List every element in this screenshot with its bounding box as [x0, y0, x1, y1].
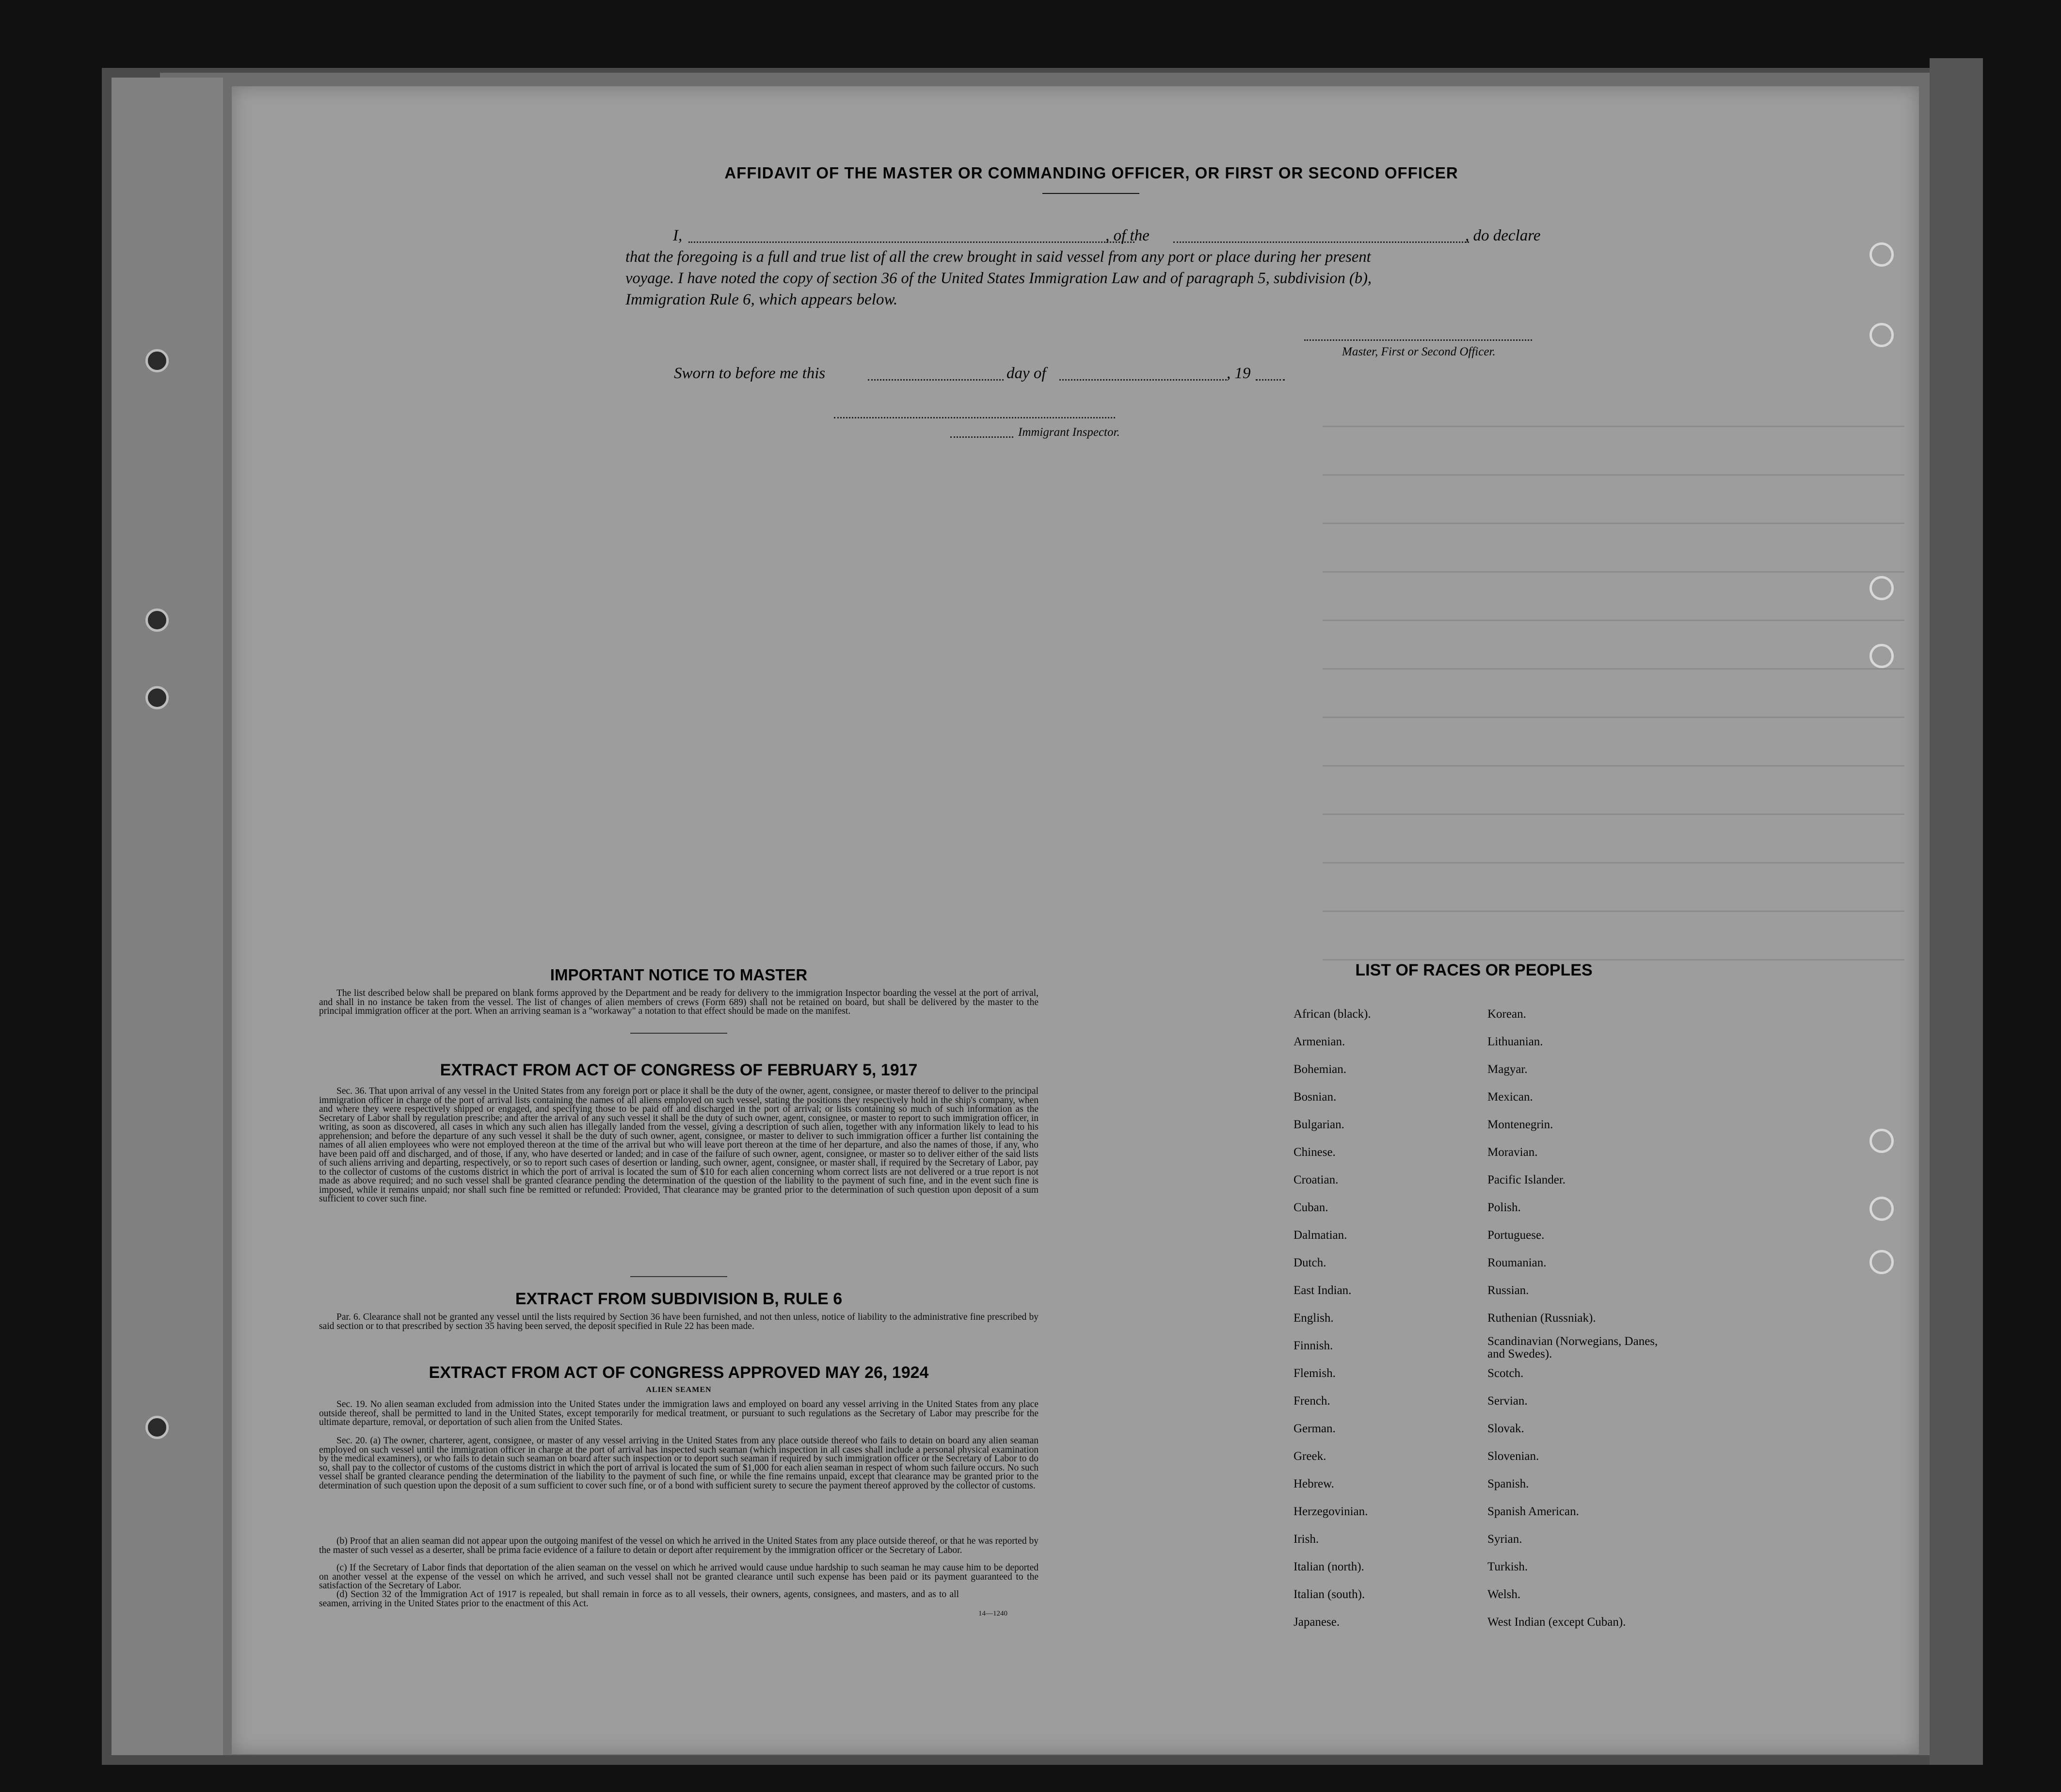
- race-item: German.: [1294, 1422, 1336, 1435]
- race-item: Irish.: [1294, 1533, 1319, 1546]
- section-rule: [630, 1033, 727, 1034]
- race-item: Portuguese.: [1487, 1229, 1545, 1242]
- affidavit-declare: , do declare: [1465, 227, 1541, 244]
- name-blank: [688, 241, 1134, 243]
- binder-hole-icon: [145, 686, 169, 709]
- sworn-year-blank: [1256, 379, 1285, 381]
- bleed-through-line: [1323, 571, 1904, 573]
- race-item: Cuban.: [1294, 1201, 1328, 1214]
- bleed-through-line: [1323, 814, 1904, 815]
- race-item: Chinese.: [1294, 1146, 1336, 1159]
- race-item: Finnish.: [1294, 1339, 1333, 1352]
- race-item: Flemish.: [1294, 1367, 1336, 1380]
- act1924-subtitle: ALIEN SEAMEN: [646, 1386, 712, 1394]
- vessel-blank: [1173, 241, 1469, 243]
- race-item: Spanish.: [1487, 1477, 1529, 1490]
- race-item: Bulgarian.: [1294, 1118, 1344, 1131]
- act1924-sec20a: Sec. 20. (a) The owner, charterer, agent, consignee, or master of any vessel arriving in the United States from any place outside thereof who fails to detain on board any alien seaman employed on such vessel until the immigration officer in charge at the port of arrival has inspected such seaman (which inspection in all cases shall include a personal physical examination by the medical examiners), or who fails to detain such seaman on board after such inspection or to deport such seaman if required by such immigration officer or the Secretary of Labor to do so, shall pay to the collector of customs of the customs district in which the port of arrival is located the sum of $1,000 for each alien seaman in respect of whom such failure occurs. No such vessel shall be granted clearance pending the determination of the liability to the payment of such fine, or while the fine remains unpaid, except that clearance may be granted prior to the determination of such question upon the deposit of a sum sufficient to cover such fine, or of a bond with sufficient surety to secure the payment thereof approved by the collector of customs.: [319, 1436, 1038, 1491]
- race-item: Pacific Islander.: [1487, 1173, 1566, 1186]
- race-item: Moravian.: [1487, 1146, 1538, 1159]
- inspector-blank-short: [950, 436, 1013, 438]
- race-item: West Indian (except Cuban).: [1487, 1616, 1626, 1629]
- race-item: Montenegrin.: [1487, 1118, 1553, 1131]
- notice-title: IMPORTANT NOTICE TO MASTER: [550, 966, 808, 984]
- title-rule: [1042, 193, 1139, 194]
- race-item: Turkish.: [1487, 1560, 1528, 1573]
- left-margin-strip: [112, 78, 223, 1755]
- bleed-through-line: [1323, 426, 1904, 427]
- race-item: Welsh.: [1487, 1588, 1521, 1601]
- bleed-through-line: [1323, 959, 1904, 960]
- race-item: Russian.: [1487, 1284, 1529, 1297]
- ring-mark-icon: [1869, 644, 1894, 668]
- race-item: Italian (north).: [1294, 1560, 1364, 1573]
- notice-text: The list described below shall be prepared on blank forms approved by the Department and be ready for delivery to the immigration Inspector boarding the vessel at the port of arrival, and shall in no instance be taken from the vessel. The list of changes of alien members of crews (Form 689) shall not be retained on board, but shall be delivered by the master to the principal immigration officer at the port. When an arriving seaman is a "workaway" a notation to that effect should be made on the manifest.: [319, 988, 1038, 1016]
- section-rule: [630, 1276, 727, 1277]
- race-item: African (black).: [1294, 1008, 1371, 1021]
- race-item: Armenian.: [1294, 1035, 1345, 1048]
- binder-hole-icon: [145, 608, 169, 632]
- race-item: Servian.: [1487, 1394, 1528, 1408]
- race-item: Slovak.: [1487, 1422, 1524, 1435]
- affidavit-of-the: , of the: [1105, 227, 1150, 244]
- ring-mark-icon: [1869, 1250, 1894, 1274]
- signature-label: Master, First or Second Officer.: [1342, 345, 1496, 358]
- race-item: Dalmatian.: [1294, 1229, 1347, 1242]
- race-item: English.: [1294, 1312, 1334, 1325]
- affidavit-title: AFFIDAVIT OF THE MASTER OR COMMANDING OFFICER, OR FIRST OR SECOND OFFICER: [724, 164, 1458, 182]
- race-item: Japanese.: [1294, 1616, 1340, 1629]
- bleed-through-line: [1323, 717, 1904, 718]
- act1924-title: EXTRACT FROM ACT OF CONGRESS APPROVED MAY 26, 1924: [429, 1363, 929, 1382]
- sworn-year: , 19: [1227, 365, 1251, 382]
- affidavit-line3: voyage. I have noted the copy of section 36 of the United States Immigration Law and of paragraph 5, subdivision (b),: [625, 270, 1372, 287]
- inspector-label: Immigrant Inspector.: [1018, 426, 1120, 439]
- race-item: Ruthenian (Russniak).: [1487, 1312, 1596, 1325]
- race-item: Italian (south).: [1294, 1588, 1365, 1601]
- ring-mark-icon: [1869, 1129, 1894, 1153]
- race-item: Slovenian.: [1487, 1450, 1539, 1463]
- ring-mark-icon: [1869, 576, 1894, 600]
- act1924-sec20d: (d) Section 32 of the Immigration Act of 1917 is repealed, but shall remain in force as to all vessels, their owners, agents, consignees, and masters, and as to all seamen, arriving in the United States prior to the enactment of this Act.: [319, 1589, 959, 1609]
- sworn-month-blank: [1059, 379, 1227, 381]
- binder-hole-icon: [145, 1416, 169, 1439]
- race-item: Croatian.: [1294, 1173, 1339, 1186]
- race-item: Bohemian.: [1294, 1063, 1347, 1076]
- affidavit-line2: that the foregoing is a full and true list of all the crew brought in said vessel from any port or place during her present: [625, 248, 1371, 266]
- race-item: Scandinavian (Norwegians, Danes, and Swedes).: [1487, 1335, 1658, 1360]
- affidavit-i: I,: [673, 227, 683, 244]
- bleed-through-line: [1323, 523, 1904, 524]
- race-item: Polish.: [1487, 1201, 1521, 1214]
- race-item: Lithuanian.: [1487, 1035, 1543, 1048]
- bleed-through-line: [1323, 668, 1904, 670]
- act1917-title: EXTRACT FROM ACT OF CONGRESS OF FEBRUARY 5, 1917: [440, 1061, 918, 1079]
- bleed-through-line: [1323, 474, 1904, 476]
- race-item: Hebrew.: [1294, 1477, 1334, 1490]
- race-item: Scotch.: [1487, 1367, 1524, 1380]
- race-item: Magyar.: [1487, 1063, 1528, 1076]
- race-item: Roumanian.: [1487, 1256, 1547, 1269]
- affidavit-line4: Immigration Rule 6, which appears below.: [625, 291, 898, 308]
- signature-blank: [1304, 339, 1532, 341]
- document-page: [232, 86, 1919, 1754]
- race-item: French.: [1294, 1394, 1330, 1408]
- ring-mark-icon: [1869, 1197, 1894, 1221]
- bleed-through-line: [1323, 620, 1904, 621]
- races-title: LIST OF RACES OR PEOPLES: [1355, 961, 1593, 979]
- rule6-title: EXTRACT FROM SUBDIVISION B, RULE 6: [515, 1290, 843, 1308]
- binder-hole-icon: [145, 349, 169, 372]
- race-item: Mexican.: [1487, 1090, 1533, 1104]
- right-margin-strip: [1930, 58, 1983, 1765]
- race-item: Spanish American.: [1487, 1505, 1579, 1518]
- rule6-text: Par. 6. Clearance shall not be granted any vessel until the lists required by Section 36 have been furnished, and not then unless, notice of liability to the administrative fine prescribed by said section or to that prescribed by section 35 having been served, the deposit specified in Rule 22 has been made.: [319, 1312, 1038, 1331]
- bleed-through-line: [1323, 911, 1904, 912]
- sworn-date-blank: [868, 379, 1004, 381]
- race-item: Dutch.: [1294, 1256, 1326, 1269]
- sworn-day: day of: [1007, 365, 1046, 382]
- race-item: Greek.: [1294, 1450, 1326, 1463]
- ring-mark-icon: [1869, 242, 1894, 267]
- race-item: Bosnian.: [1294, 1090, 1337, 1104]
- race-item: Korean.: [1487, 1008, 1526, 1021]
- race-item: Syrian.: [1487, 1533, 1522, 1546]
- act1917-text: Sec. 36. That upon arrival of any vessel in the United States from any foreign port or place it shall be the duty of the owner, agent, consignee, or master thereof to deliver to the principal immigration officer in charge of the port of arrival lists containing the names of all aliens employed on such vessel, stating the positions they respectively hold in the ship's company, when and where they were respectively shipped or engaged, and specifying those to be paid off and discharged in the port of arrival; or lists containing so much of such information as the Secretary of Labor shall by regulation prescribe; and after the arrival of any such vessel it shall be the duty of such owner, agent, consignee, or master to report to such immigration officer, in writing, as soon as discovered, all cases in which any such alien has illegally landed from the vessel, giving a description of such alien, together with any information likely to lead to his apprehension; and before the departure of any such vessel it shall be the duty of such owner, agent, consignee, or master to deliver to such immigration officer a further list containing the names of all alien employees who were not employed thereon at the time of the arrival but who will leave port thereon at the time of her departure, and also the names of those, if any, who have been paid off and discharged, and of those, if any, who have deserted or landed; and in case of the failure of such owner, agent, consignee, or master so to deliver either of the said lists of such aliens arriving and departing, respectively, or so to report such cases of desertion or landing, such owner, agent, consignee, or master shall, if required by the Secretary of Labor, pay to the collector of customs of the customs district in which the port of arrival is located the sum of $10 for each alien concerning whom correct lists are not delivered or a true report is not made as above required; and no such vessel shall be granted clearance pending the determination of the question of the liability to the payment of such fine, and in the event such fine is imposed, while it remains unpaid; nor shall such fine be remitted or refunded: Provided, That clearance may be granted prior to the determination of such question upon deposit of a sum sufficient to cover such fine.: [319, 1086, 1038, 1204]
- act1924-sec20c: (c) If the Secretary of Labor finds that deportation of the alien seaman on the vessel on which he arrived would cause undue hardship to such seaman he may cause him to be deported on another vessel at the expense of the vessel on which he arrived, and such vessel shall not be granted clearance until such expense has been paid or its payment guaranteed to the satisfaction of the Secretary of Labor.: [319, 1563, 1038, 1591]
- bleed-through-line: [1323, 765, 1904, 767]
- bleed-through-line: [1323, 862, 1904, 864]
- act1924-sec19: Sec. 19. No alien seaman excluded from admission into the United States under the immigration laws and employed on board any vessel arriving in the United States from any place outside thereof, shall be permitted to land in the United States, except temporarily for medical treatment, or pursuant to such regulations as the Secretary of Labor may prescribe for the ultimate departure, removal, or deportation of such alien from the United States.: [319, 1399, 1038, 1427]
- inspector-blank: [834, 417, 1115, 418]
- sworn-text: Sworn to before me this: [674, 365, 826, 382]
- form-number: 14—1240: [978, 1610, 1007, 1617]
- race-item: East Indian.: [1294, 1284, 1352, 1297]
- ring-mark-icon: [1869, 323, 1894, 347]
- act1924-sec20b: (b) Proof that an alien seaman did not appear upon the outgoing manifest of the vessel on which he arrived in the United States from any place outside thereof, or that he was reported by the master of such vessel as a deserter, shall be prima facie evidence of a failure to detain or deport after requirement by the immigration officer or the Secretary of Labor.: [319, 1536, 1038, 1555]
- race-item: Herzegovinian.: [1294, 1505, 1368, 1518]
